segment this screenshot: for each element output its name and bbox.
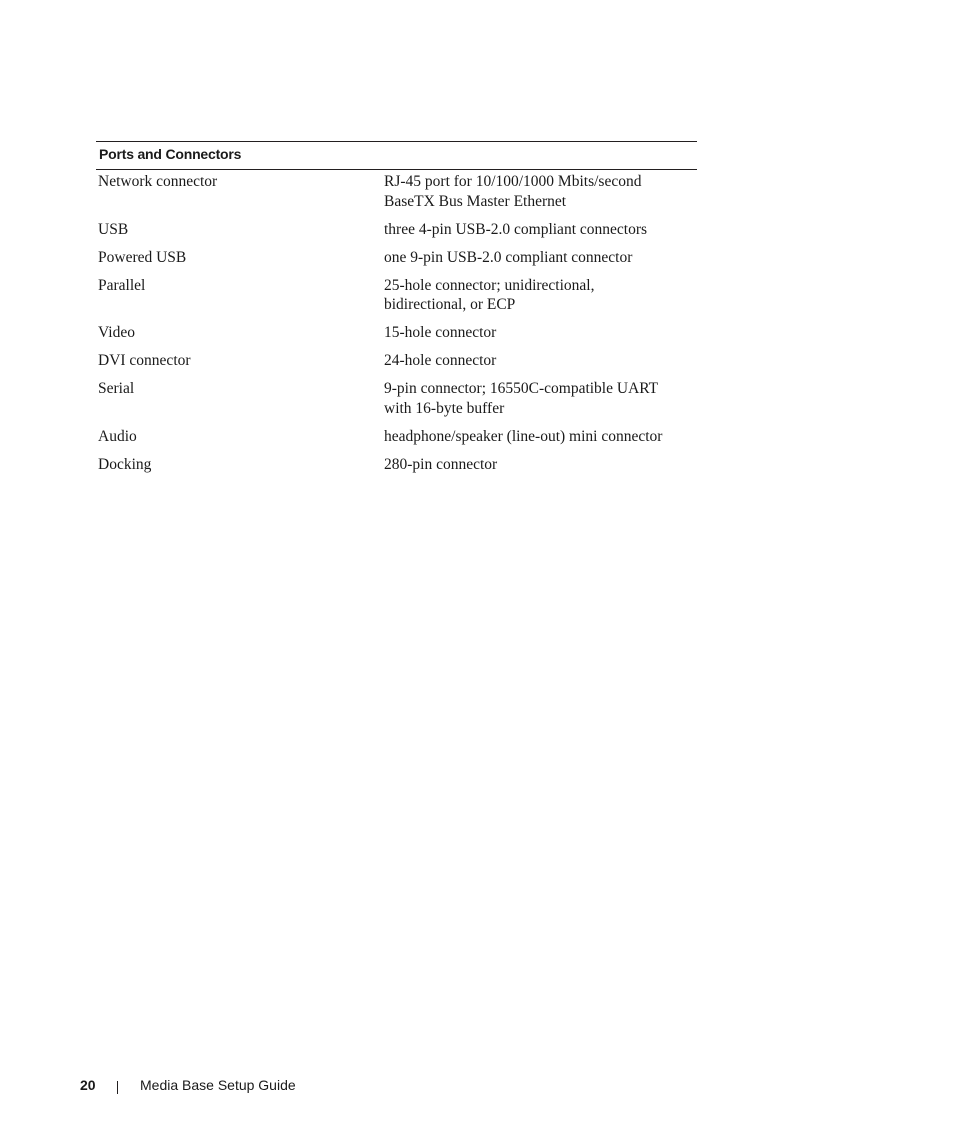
row-label: Docking bbox=[98, 455, 152, 473]
table-row bbox=[96, 427, 697, 455]
row-value bbox=[382, 220, 697, 248]
row-value bbox=[382, 455, 697, 483]
row-value bbox=[382, 248, 697, 276]
row-label: Parallel bbox=[98, 276, 146, 294]
table-row bbox=[96, 455, 697, 483]
table-row bbox=[96, 248, 697, 276]
row-label: Audio bbox=[98, 427, 137, 445]
value-line: headphone/speaker (line-out) mini connector bbox=[384, 427, 663, 445]
guide-title: Media Base Setup Guide bbox=[140, 1077, 296, 1093]
row-label: DVI connector bbox=[98, 352, 191, 369]
row-label: USB bbox=[98, 220, 129, 238]
table-header: Ports and Connectors bbox=[96, 142, 697, 170]
value-line: 25-hole connector; unidirectional, bbox=[384, 276, 595, 294]
value-line: RJ-45 port for 10/100/1000 Mbits/second bbox=[384, 173, 642, 190]
row-value bbox=[382, 351, 697, 379]
value-line: 15-hole connector bbox=[384, 324, 497, 341]
row-value bbox=[382, 170, 697, 220]
row-label: Serial bbox=[98, 380, 135, 397]
row-label: Network connector bbox=[98, 173, 218, 190]
row-value bbox=[382, 379, 697, 427]
value-line: bidirectional, or ECP bbox=[384, 296, 516, 313]
row-value bbox=[382, 276, 697, 324]
table-header-row bbox=[96, 142, 697, 170]
value-line: 24-hole connector bbox=[384, 352, 497, 369]
ports-and-connectors-table bbox=[96, 141, 697, 483]
table-row bbox=[96, 276, 697, 324]
row-value bbox=[382, 427, 697, 455]
table-row bbox=[96, 220, 697, 248]
value-line: three 4-pin USB-2.0 compliant connectors bbox=[384, 220, 648, 238]
row-label: Video bbox=[98, 324, 135, 341]
row-label: Powered USB bbox=[98, 248, 187, 266]
table-row bbox=[96, 170, 697, 220]
footer-separator bbox=[117, 1081, 118, 1094]
value-line: 9-pin connector; 16550C-compatible UART bbox=[384, 380, 659, 397]
value-line: 280-pin connector bbox=[384, 455, 498, 473]
table-row bbox=[96, 351, 697, 379]
table-row bbox=[96, 323, 697, 351]
value-line: one 9-pin USB-2.0 compliant connector bbox=[384, 248, 633, 266]
table-row bbox=[96, 379, 697, 427]
value-line: with 16-byte buffer bbox=[384, 399, 505, 417]
row-value bbox=[382, 323, 697, 351]
page-number: 20 bbox=[80, 1077, 96, 1093]
value-line: BaseTX Bus Master Ethernet bbox=[384, 192, 567, 210]
